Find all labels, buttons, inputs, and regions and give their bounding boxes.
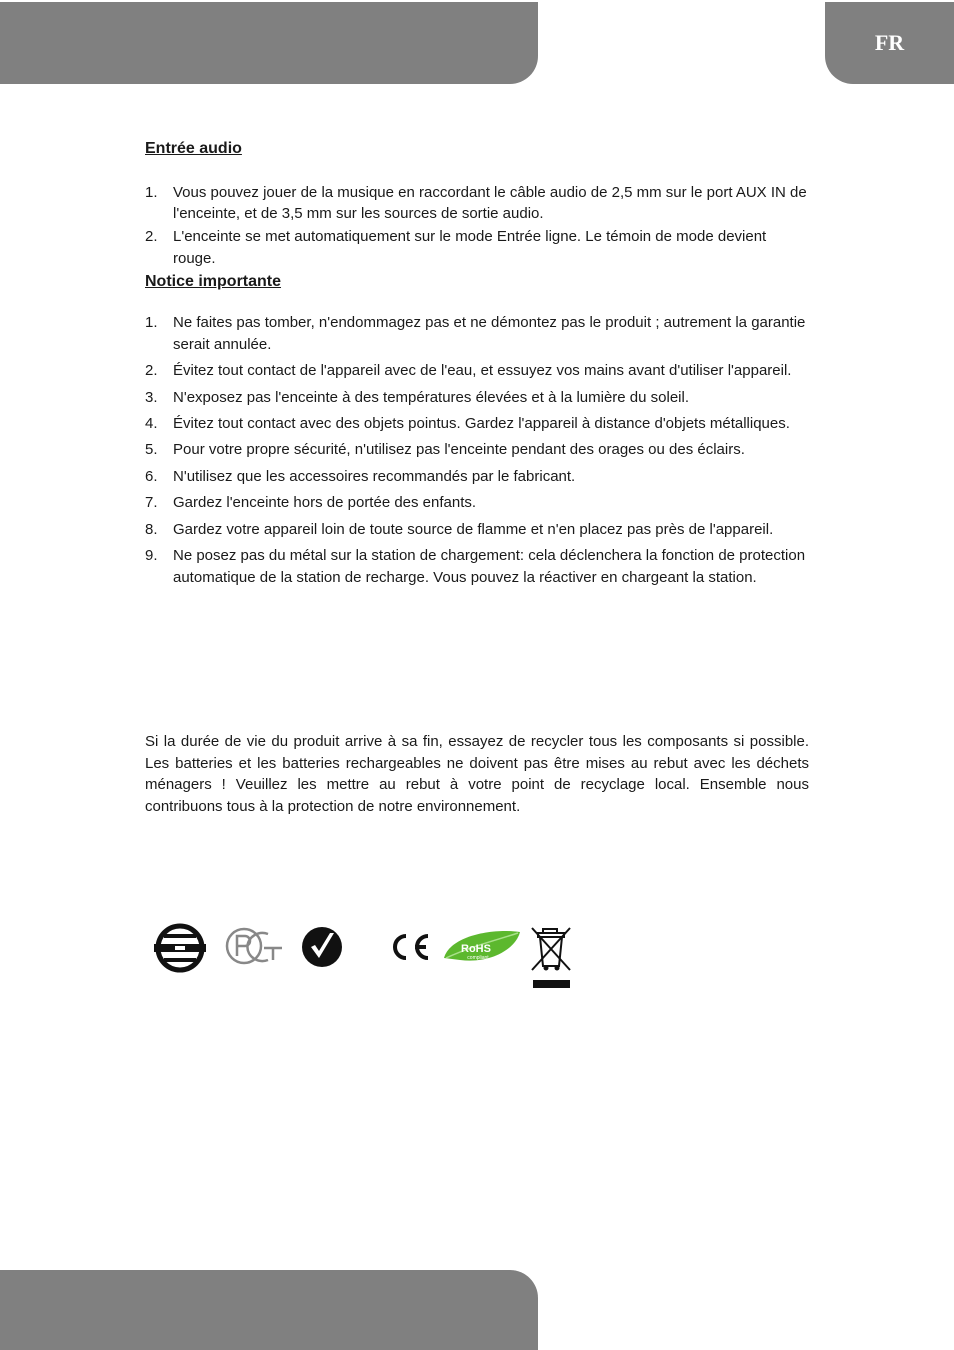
- language-tab: [825, 2, 954, 84]
- list-number: 1.: [145, 183, 158, 201]
- list-item: [145, 492, 809, 514]
- header-band: [0, 2, 538, 84]
- list-number: 8.: [145, 520, 158, 538]
- list-item-text: N'utilisez que les accessoires recommandés par le fabricant.: [173, 467, 576, 485]
- list-item-text: Évitez tout contact de l'appareil avec de l'eau, et essuyez vos mains avant d'utiliser l'appareil.: [173, 362, 792, 380]
- list-number: 5.: [145, 441, 158, 459]
- section-title-audio: Entrée audio: [145, 140, 242, 157]
- list-item: [145, 182, 809, 225]
- list-item: [145, 439, 809, 461]
- rohs-icon: [442, 926, 522, 966]
- list-item: [145, 519, 809, 541]
- language-label: FR: [874, 30, 905, 55]
- list-item-text: Gardez l'enceinte hors de portée des enfants.: [173, 494, 477, 512]
- recycling-paragraph: Si la durée de vie du produit arrive à sa fin, essayez de recycler tous les composants si possible. Les batteries et les batteries rechargeables ne doivent pas être mises au rebut avec les déchets ménagers ! Veuillez les mettre au rebut à votre point de recyclage local. Ensemble nous contribuons tous à la protection de notre environnement.: [145, 733, 809, 815]
- list-item: [145, 545, 809, 588]
- list-number: 6.: [145, 467, 158, 485]
- list-number: 9.: [145, 547, 158, 565]
- content: [145, 138, 809, 588]
- footer-band: [0, 1270, 538, 1350]
- pct-icon: [224, 922, 284, 970]
- weee-bin-icon: [530, 926, 572, 990]
- certification-logos: [150, 918, 580, 993]
- rohs-subtext: compliant: [467, 955, 489, 961]
- list-number: 7.: [145, 494, 158, 512]
- list-item: [145, 226, 809, 269]
- list-item-text: Pour votre propre sécurité, n'utilisez pas l'enceinte pendant des orages ou des éclairs.: [173, 441, 745, 459]
- ce-mark-icon: [388, 932, 432, 962]
- audio-list: [145, 182, 809, 270]
- list-item-text: Ne posez pas du métal sur la station de chargement: cela déclenchera la fonction de protection automatique de la station de recharge. Vous pouvez la réactiver en chargeant la station.: [173, 547, 806, 586]
- list-item: [145, 312, 809, 355]
- list-number: 3.: [145, 388, 158, 406]
- list-item-text: Gardez votre appareil loin de toute source de flamme et n'en placez pas près de l'appareil.: [173, 520, 774, 538]
- list-number: 2.: [145, 362, 158, 380]
- list-item-text: Évitez tout contact avec des objets pointus. Gardez l'appareil à distance d'objets métalliques.: [173, 415, 790, 433]
- list-item-text: Vous pouvez jouer de la musique en raccordant le câble audio de 2,5 mm sur le port AUX IN de l'enceinte, et de 3,5 mm sur les sources de sortie audio.: [173, 183, 807, 223]
- list-item: [145, 360, 809, 382]
- list-item: [145, 466, 809, 488]
- list-number: 4.: [145, 415, 158, 433]
- rohs-text: RoHS: [461, 943, 491, 955]
- bsmi-icon: [154, 922, 206, 974]
- list-item: [145, 413, 809, 435]
- list-item-text: L'enceinte se met automatiquement sur le mode Entrée ligne. Le témoin de mode devient rouge.: [173, 228, 767, 267]
- notice-list: [145, 312, 809, 588]
- list-number: 2.: [145, 228, 158, 246]
- list-number: 1.: [145, 314, 158, 332]
- list-item-text: Ne faites pas tomber, n'endommagez pas et ne démontez pas le produit ; autrement la garantie serait annulée.: [173, 314, 806, 353]
- c-tick-icon: [300, 925, 344, 969]
- list-item-text: N'exposez pas l'enceinte à des températures élevées et à la lumière du soleil.: [173, 388, 690, 406]
- section-title-notice: Notice importante: [145, 272, 282, 290]
- list-item: [145, 387, 809, 409]
